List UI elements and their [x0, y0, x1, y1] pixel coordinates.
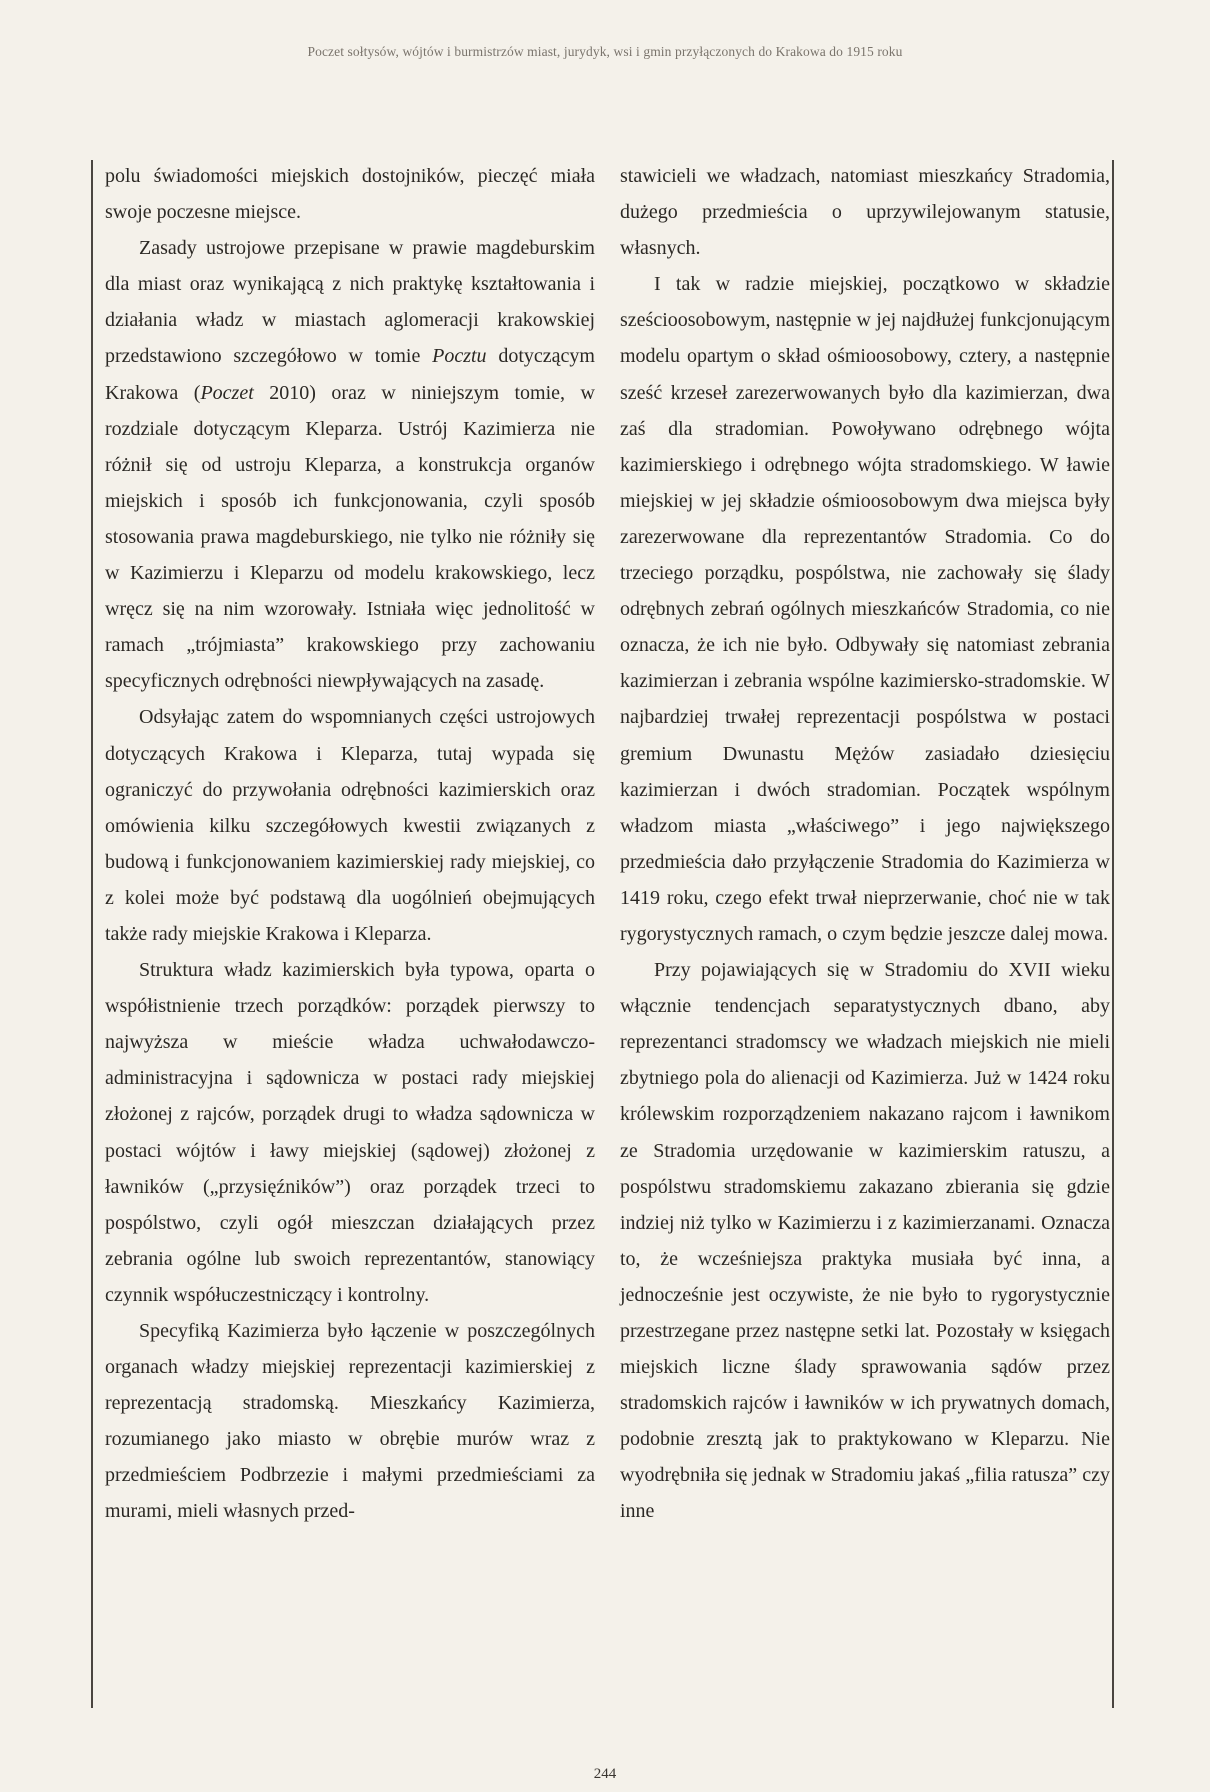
right-text-column	[620, 158, 1110, 1530]
paragraph-text: Zasady ustrojowe przepisane w prawie magdeburskim dla miast oraz wynikającą z nich praktykę kształtowania i działania władz w miastach aglomeracji krakowskiej przedstawiono szczegółowo w tomie	[105, 237, 595, 368]
paragraph	[105, 230, 595, 699]
right-margin-rule	[1112, 160, 1114, 1708]
paragraph: Specyfiką Kazimierza było łączenie w poszczególnych organach władzy miejskiej reprezentacji kazimierskiej z reprezentacją stradomską. Mieszkańcy Kazimierza, rozumianego jako miasto w obrębie murów wraz z przedmieściem Podbrzezie i małymi przedmieściami za murami, mieli własnych przed-	[105, 1320, 595, 1523]
paragraph: stawicieli we władzach, natomiast mieszkańcy Stradomia, dużego przedmieścia o uprzywilejowanym statusie, własnych.	[620, 165, 1110, 260]
paragraph: Przy pojawiających się w Stradomiu do XVII wieku włącznie tendencjach separatystycznych dbano, aby reprezentanci stradomscy we władzach miejskich nie mieli zbytniego pola do alienacji od Kazimierza. Już w 1424 roku królewskim rozporządzeniem nakazano rajcom i ławnikom ze Stradomia urzędowanie w kazimierskim ratuszu, a pospólstwu stradomskiemu zakazano zbierania się gdzie indziej niż tylko w Kazimierzu i z kazimierzanami. Oznacza to, że wcześniejsza praktyka musiała być inna, a jednocześnie jest oczywiste, że nie było to rygorystycznie przestrzegane przez następne setki lat. Pozostały w księgach miejskich liczne ślady sprawowania sądów przez stradomskich rajców i ławników w ich prywatnych domach, podobnie zresztą jak to praktykowano w Kleparzu. Nie wyodrębniła się jednak w Stradomiu jakaś „filia ratusza” czy inne	[620, 959, 1110, 1523]
paragraph: Odsyłając zatem do wspomnianych części ustrojowych dotyczących Krakowa i Kleparza, tutaj wypada się ograniczyć do przywołania odrębności kazimierskich oraz omówienia kilku szczegółowych kwestii związanych z budową i funkcjonowaniem kazimierskiej rady miejskiej, co z kolei może być podstawą dla uogólnień obejmujących także rady miejskie Krakowa i Kleparza.	[105, 706, 595, 945]
running-head: Poczet sołtysów, wójtów i burmistrzów miast, jurydyk, wsi i gmin przyłączonych do Krakowa do 1915 roku	[307, 44, 903, 59]
paragraph: Struktura władz kazimierskich była typowa, oparta o współistnienie trzech porządków: porządek pierwszy to najwyższa w mieście władza uchwałodawczo-administracyjna i sądownicza w postaci rady miejskiej złożonej z rajców, porządek drugi to władza sądownicza w postaci wójtów i ławy miejskiej (sądowej) złożonej z ławników („przysięźników”) oraz porządek trzeci to pospólstwo, czyli ogół mieszczan działających przez zebrania ogólne lub swoich reprezentantów, stanowiący czynnik współuczestniczący i kontrolny.	[105, 959, 595, 1306]
page-number: 244	[593, 1766, 617, 1782]
left-margin-rule	[91, 160, 93, 1708]
paragraph: polu świadomości miejskich dostojników, pieczęć miała swoje poczesne miejsce.	[105, 165, 595, 224]
paragraph-text: 2010) oraz w niniejszym tomie, w rozdziale dotyczącym Kleparza. Ustrój Kazimierza nie różnił się od ustroju Kleparza, a konstrukcja organów miejskich i sposób ich funkcjonowania, czyli sposób stosowania prawa magdeburskiego, nie tylko nie różniły się w Kazimierzu i Kleparzu od modelu krakowskiego, lecz wręcz się na nim wzorowały. Istniała więc jednolitość w ramach „trójmiasta” krakowskiego przy zachowaniu specyficznych odrębności niewpływających na zasadę.	[105, 381, 595, 693]
italic-citation: Poczet	[200, 381, 254, 404]
left-text-column	[105, 158, 595, 1530]
paragraph-text: dotyczącym Krakowa (	[105, 345, 595, 404]
paragraph: I tak w radzie miejskiej, początkowo w składzie sześcioosobowym, następnie w jej najdłużej funkcjonującym modelu opartym o skład ośmioosobowy, cztery, a następnie sześć krzeseł zarezerwowanych było dla kazimierzan, dwa zaś dla stradomian. Powoływano odrębnego wójta kazimierskiego i odrębnego wójta stradomskiego. W ławie miejskiej w jej składzie ośmioosobowym dwa miejsca były zarezerwowane dla reprezentantów Stradomia. Co do trzeciego porządku, pospólstwa, nie zachowały się ślady odrębnych zebrań ogólnych mieszkańców Stradomia, co nie oznacza, że ich nie było. Odbywały się natomiast zebrania kazimierzan i zebrania wspólne kazimiersko-stradomskie. W najbardziej trwałej reprezentacji pospólstwa w postaci gremium Dwunastu Mężów zasiadało dziesięciu kazimierzan i dwóch stradomian. Początek wspólnym władzom miasta „właściwego” i jego największego przedmieścia dało przyłączenie Stradomia do Kazimierza w 1419 roku, czego efekt trwał nieprzerwanie, choć nie w tak rygorystycznych ramach, o czym będzie jeszcze dalej mowa.	[620, 273, 1110, 945]
italic-title: Pocztu	[432, 345, 487, 368]
